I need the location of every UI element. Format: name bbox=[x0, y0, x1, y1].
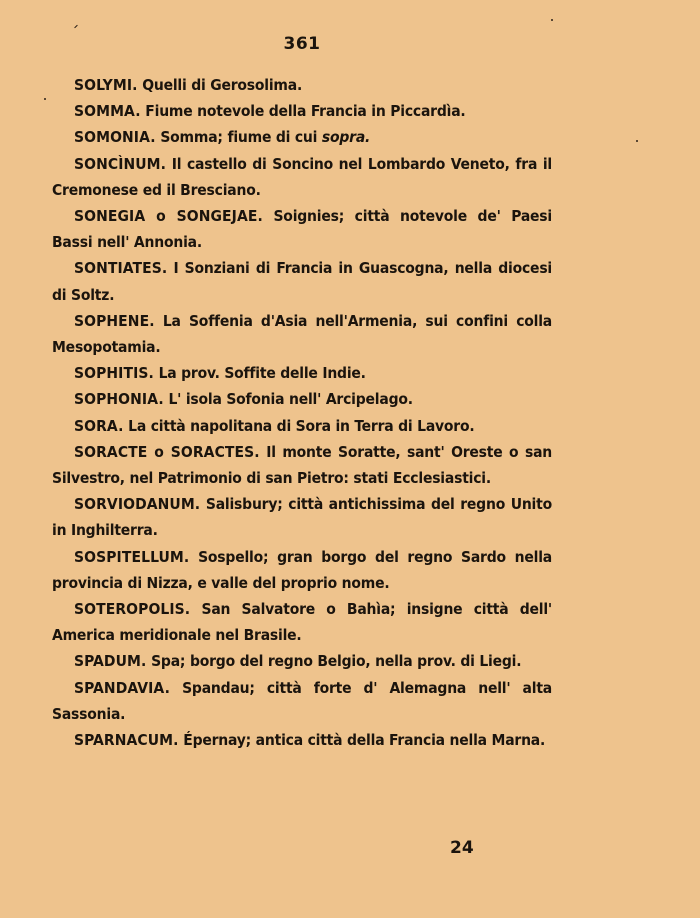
entry-sonegia bbox=[52, 203, 552, 255]
entry-somonia bbox=[52, 124, 552, 150]
entry-soteropolis bbox=[52, 596, 552, 648]
entry-headword: SONCÌNUM. bbox=[74, 154, 167, 173]
print-speck bbox=[636, 140, 638, 142]
entry-headword: SOSPITELLUM. bbox=[74, 547, 190, 566]
entry-italic-reference: sopra. bbox=[321, 128, 371, 147]
entry-sparnacum bbox=[52, 727, 552, 753]
entry-definition: Soignies; città notevole de' Paesi Bassi nell' Annonia. bbox=[52, 207, 552, 252]
entry-somma bbox=[52, 98, 552, 124]
entry-headword: SOTEROPOLIS. bbox=[74, 600, 191, 619]
entry-definition: La città napolitana di Sora in Terra di Lavoro. bbox=[128, 416, 475, 435]
entry-headword: SORVIODANUM. bbox=[74, 495, 201, 514]
entry-headword: SPADUM. bbox=[74, 652, 147, 671]
print-speck bbox=[551, 19, 553, 21]
entry-headword: SOMMA. bbox=[74, 102, 141, 121]
entry-sophene bbox=[52, 308, 552, 360]
entry-soncinum bbox=[52, 151, 552, 203]
entry-definition: Il castello di Soncino nel Lombardo Veneto, fra il Cremonese ed il Bresciano. bbox=[52, 154, 552, 199]
entry-spadum bbox=[52, 648, 552, 674]
entry-definition: Salisbury; città antichissima del regno Unito in Inghilterra. bbox=[52, 495, 552, 540]
entry-headword: SPANDAVIA. bbox=[74, 678, 170, 697]
print-speck bbox=[74, 25, 78, 29]
entry-headword: SOPHONIA. bbox=[74, 390, 164, 409]
entry-solymi bbox=[52, 72, 552, 98]
entry-list bbox=[52, 72, 552, 753]
entry-headword: SONEGIA o SONGEJAE. bbox=[74, 207, 263, 226]
entry-sora bbox=[52, 413, 552, 439]
entry-definition: La prov. Soffite delle Indie. bbox=[158, 364, 366, 383]
entry-sophonia bbox=[52, 386, 552, 412]
entry-headword: SONTIATES. bbox=[74, 259, 168, 278]
entry-headword: SORACTE o SORACTES. bbox=[74, 442, 260, 461]
entry-sospitellum bbox=[52, 544, 552, 596]
entry-soracte bbox=[52, 439, 552, 491]
entry-headword: SOPHITIS. bbox=[74, 364, 154, 383]
entry-definition: Épernay; antica città della Francia nella Marna. bbox=[183, 731, 546, 750]
entry-sophitis bbox=[52, 360, 552, 386]
entry-definition: Sospello; gran borgo del regno Sardo nella provincia di Nizza, e valle del proprio nome. bbox=[52, 547, 553, 592]
entry-definition: Il monte Soratte, sant' Oreste o san Silvestro, nel Patrimonio di san Pietro: stati Ecclesiastici. bbox=[52, 442, 553, 488]
entry-definition: L' isola Sofonia nell' Arcipelago. bbox=[168, 390, 413, 409]
printer-signature-mark: 24 bbox=[450, 838, 474, 858]
entry-headword: SORA. bbox=[74, 416, 124, 435]
print-speck bbox=[44, 98, 46, 100]
entry-headword: SOLYMI. bbox=[74, 76, 138, 94]
entry-definition: Somma; fiume di cui bbox=[160, 128, 318, 147]
entry-definition: San Salvatore o Bahìa; insigne città dell' America meridionale nel Brasile. bbox=[52, 600, 552, 645]
entry-sontiates bbox=[52, 255, 552, 307]
entry-headword: SOMONIA. bbox=[74, 128, 156, 147]
entry-definition: La Soffenia d'Asia nell'Armenia, sui confini colla Mesopotamia. bbox=[52, 311, 552, 357]
entry-definition: Spandau; città forte d' Alemagna nell' alta Sassonia. bbox=[52, 678, 552, 723]
entry-definition: Fiume notevole della Francia in Piccardìa. bbox=[145, 102, 466, 121]
entry-definition: I Sonziani di Francia in Guascogna, nella diocesi di Soltz. bbox=[52, 259, 552, 304]
entry-headword: SPARNACUM. bbox=[74, 731, 179, 750]
page-number: 361 bbox=[283, 34, 321, 54]
entry-definition: Spa; borgo del regno Belgio, nella prov. di Liegi. bbox=[151, 652, 522, 671]
entry-definition: Quelli di Gerosolima. bbox=[142, 76, 303, 94]
entry-spandavia bbox=[52, 675, 552, 727]
entry-sorviodanum bbox=[52, 491, 552, 543]
entry-headword: SOPHENE. bbox=[74, 311, 155, 330]
